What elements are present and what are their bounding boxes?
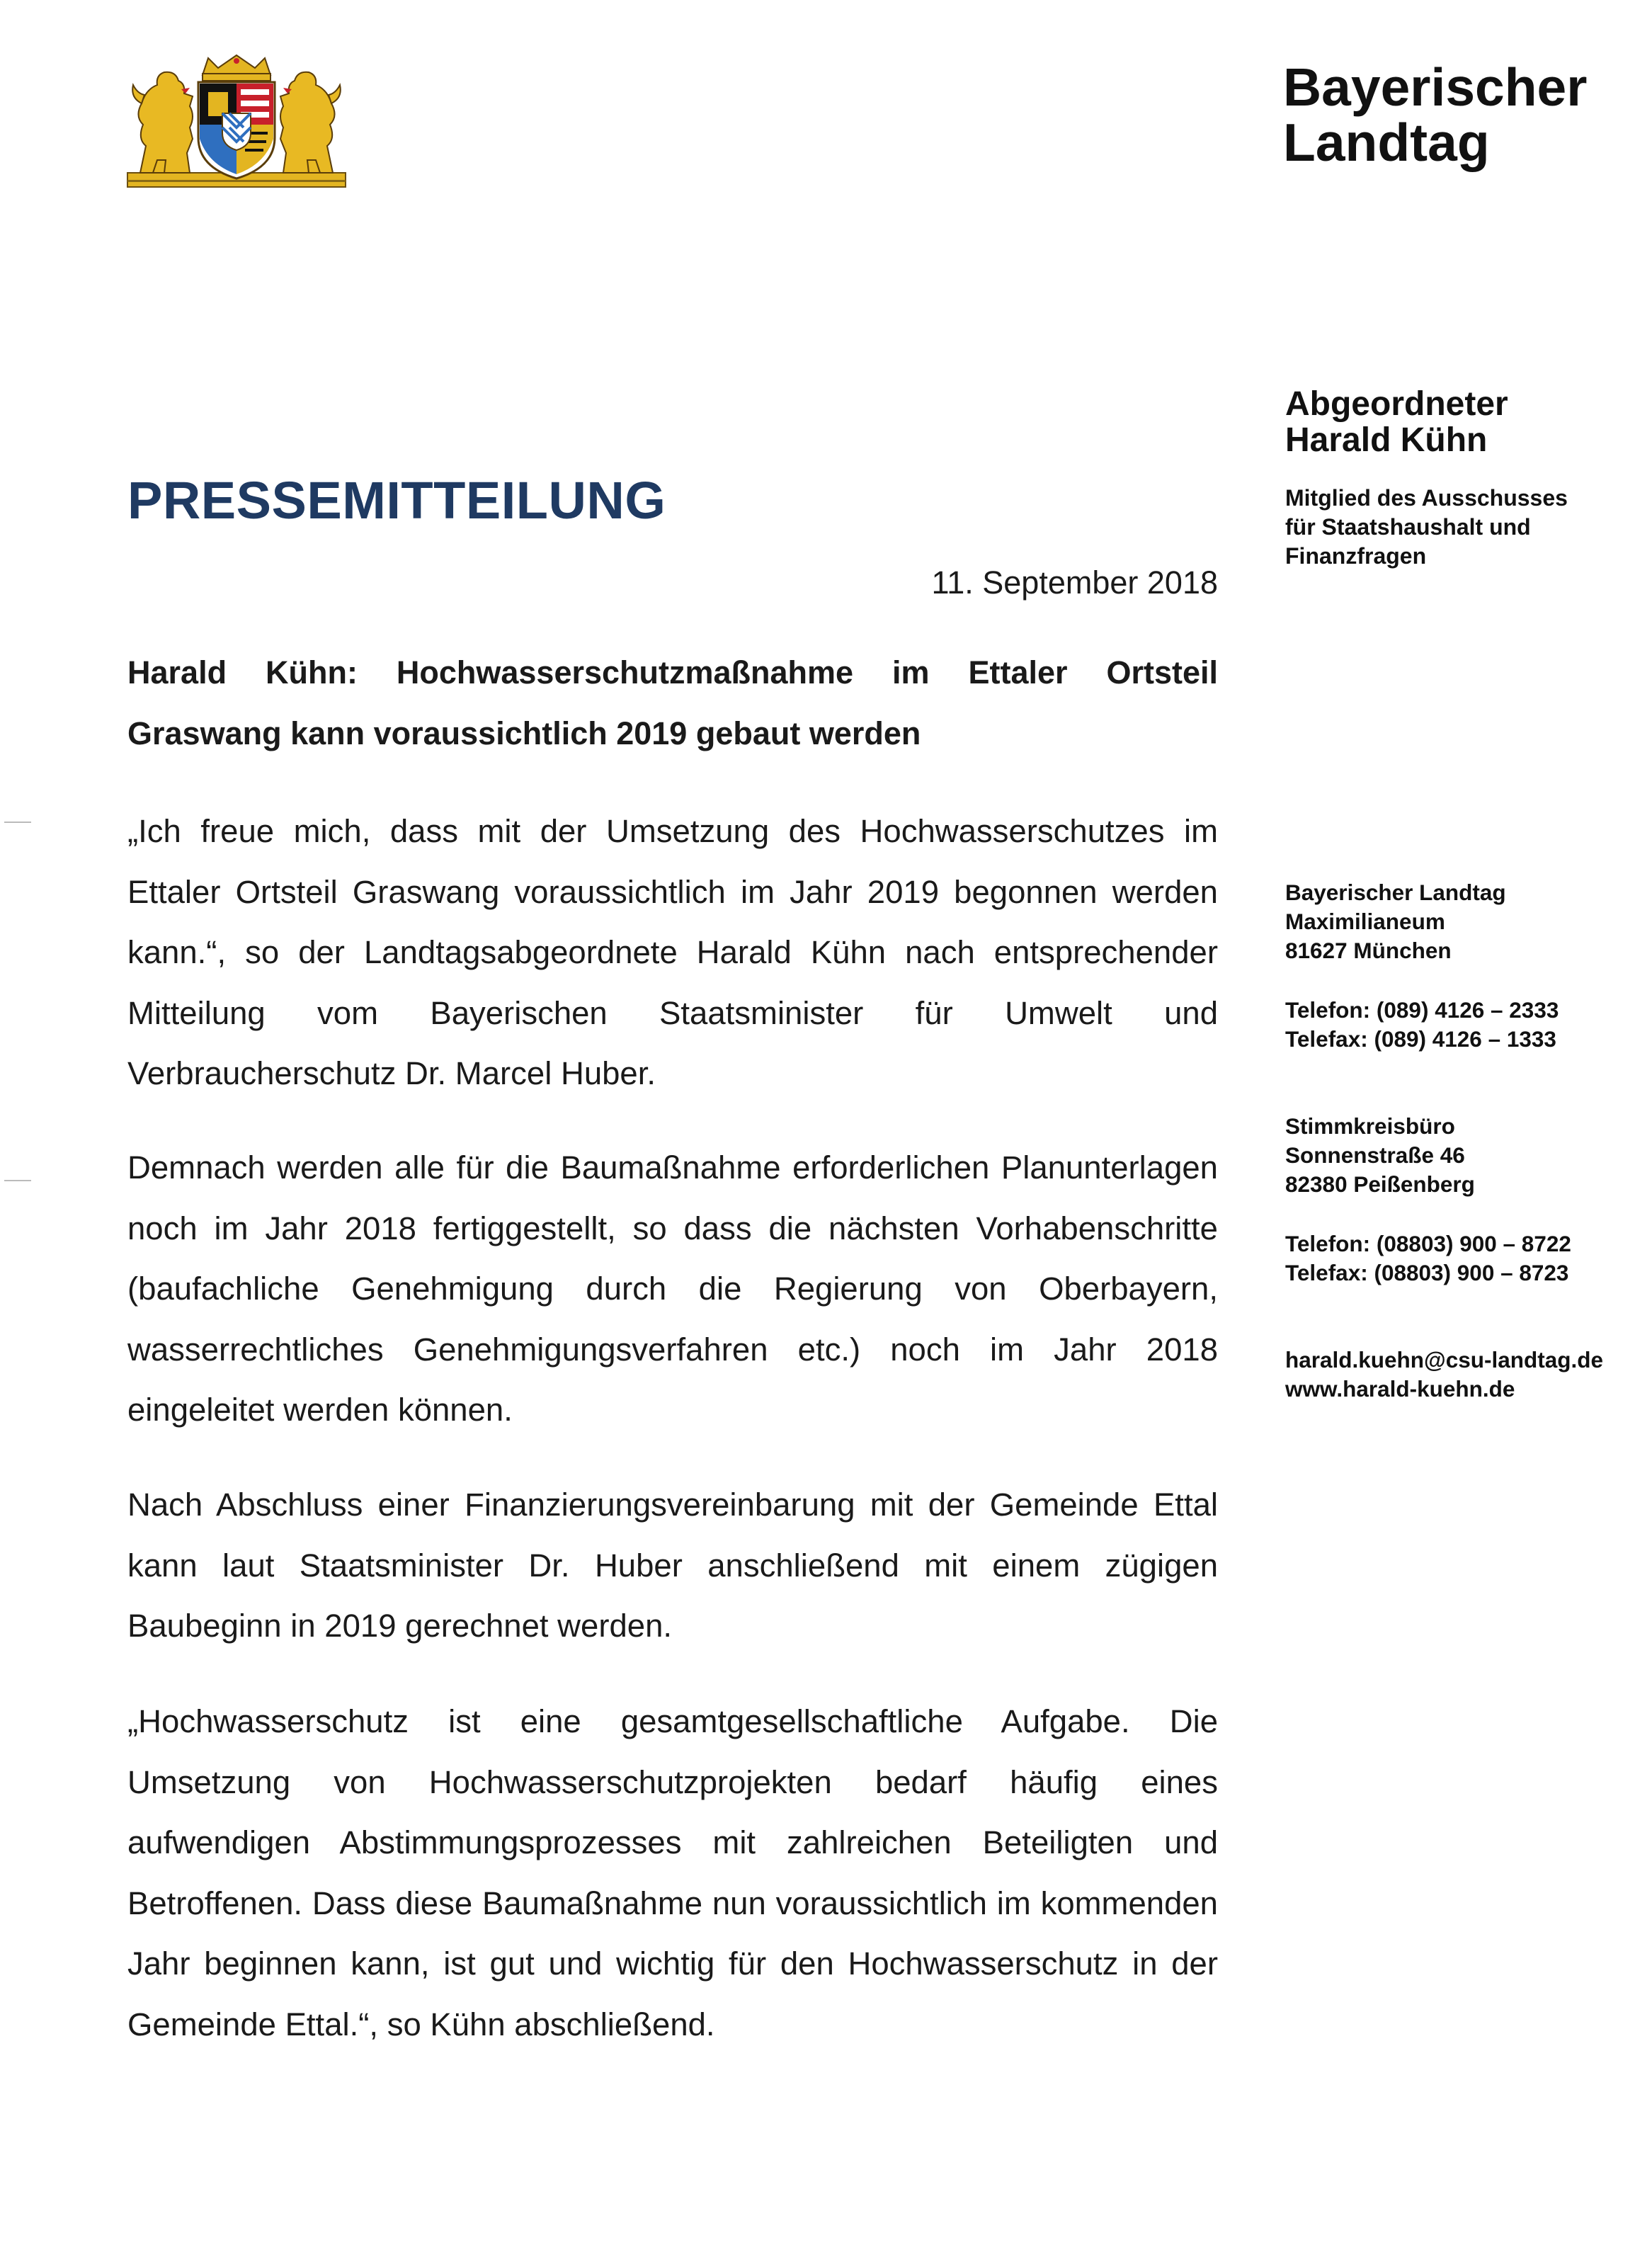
constituency-phone: Telefon: (08803) 900 – 8722: [1285, 1231, 1571, 1256]
mp-role: Abgeordneter: [1285, 385, 1508, 423]
membership-line: Mitglied des Ausschusses: [1285, 485, 1568, 511]
fold-mark: [4, 822, 31, 823]
institution-line-2: Landtag: [1283, 113, 1490, 172]
membership-line: Finanzfragen: [1285, 543, 1427, 569]
constituency-fax: Telefax: (08803) 900 – 8723: [1285, 1260, 1569, 1285]
mp-membership: [1285, 484, 1568, 571]
fold-mark: [4, 1180, 31, 1181]
address-line: 81627 München: [1285, 938, 1452, 963]
office-address: [1285, 878, 1639, 965]
mp-name-block: [1285, 386, 1508, 458]
institution-name: [1283, 59, 1623, 170]
office-phone: Telefon: (089) 4126 – 2333: [1285, 997, 1559, 1023]
institution-line-1: Bayerischer: [1283, 57, 1588, 117]
website-link[interactable]: www.harald-kuehn.de: [1285, 1376, 1515, 1402]
body-paragraph: „Ich freue mich, dass mit der Umsetzung des Hochwasserschutzes im Ettaler Ortsteil Graswang voraussichtlich im Jahr 2019 begonnen werden kann.“, so der Landtagsabgeordnete Harald Kühn nach entsprechender Mitteilung vom Bayerischen Staatsminister für Umwelt und Verbraucherschutz Dr. Marcel Huber.: [127, 813, 1218, 1091]
address-line: Maximilianeum: [1285, 909, 1445, 934]
address-line: Sonnenstraße 46: [1285, 1142, 1465, 1168]
office-phone-block: [1285, 996, 1639, 1054]
page-title: PRESSEMITTEILUNG: [127, 471, 666, 530]
membership-line: für Staatshaushalt und: [1285, 514, 1531, 540]
bavarian-coat-of-arms-icon: [125, 54, 348, 190]
press-release-title: Harald Kühn: Hochwasserschutzmaßnahme im Ettaler Ortsteil Graswang kann voraussichtlich 2019 gebaut werden: [127, 654, 1218, 751]
constituency-phone-block: [1285, 1229, 1639, 1288]
address-line: Stimmkreisbüro: [1285, 1113, 1455, 1139]
office-fax: Telefax: (089) 4126 – 1333: [1285, 1026, 1556, 1052]
web-contact-block: [1285, 1346, 1639, 1404]
constituency-address: [1285, 1112, 1639, 1199]
mp-name: Harald Kühn: [1285, 421, 1488, 459]
body-paragraph: Nach Abschluss einer Finanzierungsvereinbarung mit der Gemeinde Ettal kann laut Staatsminister Dr. Huber anschließend mit einem zügigen Baubeginn in 2019 gerechnet werden.: [127, 1487, 1218, 1644]
email-link[interactable]: harald.kuehn@csu-landtag.de: [1285, 1347, 1604, 1372]
address-line: 82380 Peißenberg: [1285, 1171, 1475, 1197]
body-paragraph: „Hochwasserschutz ist eine gesamtgesellschaftliche Aufgabe. Die Umsetzung von Hochwasserschutzprojekten bedarf häufig eines aufwendigen Abstimmungsprozesses mit zahlreichen Beteiligten und Betroffenen. Dass diese Baumaßnahme nun voraussichtlich im kommenden Jahr beginnen kann, ist gut und wichtig für den Hochwasserschutz in der Gemeinde Ettal.“, so Kühn abschließend.: [127, 1703, 1218, 2042]
release-date: 11. September 2018: [931, 564, 1218, 601]
address-line: Bayerischer Landtag: [1285, 880, 1506, 905]
body-paragraph: Demnach werden alle für die Baumaßnahme erforderlichen Planunterlagen noch im Jahr 2018 fertiggestellt, so dass die nächsten Vorhabenschritte (baufachliche Genehmigung durch die Regierung von Oberbayern, wasserrechtliches Genehmigungsverfahren etc.) noch im Jahr 2018 eingeleitet werden können.: [127, 1149, 1218, 1428]
